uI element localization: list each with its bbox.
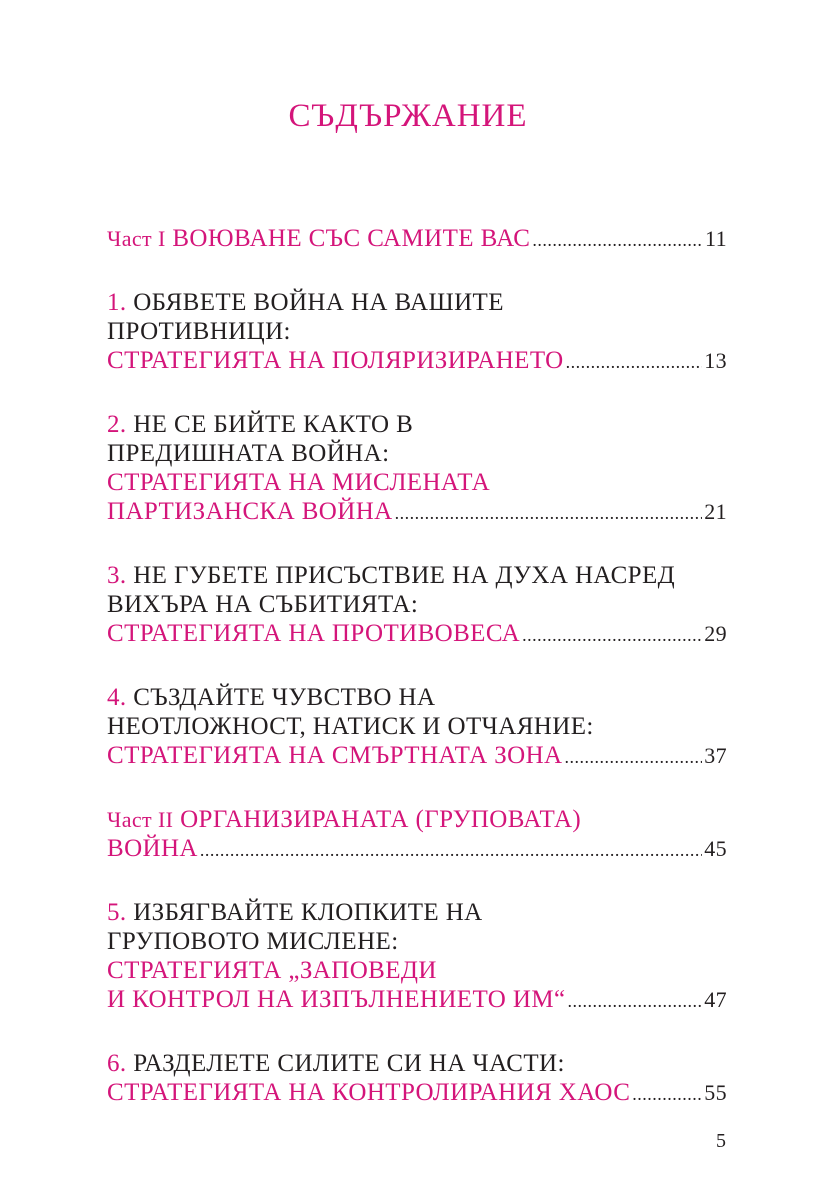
- page-ref: 13: [704, 348, 727, 373]
- entry-heading-line: ГРУПОВОТО МИСЛЕНЕ:: [107, 928, 399, 955]
- dot-leader: [566, 348, 703, 377]
- entry-heading-text: ОРГАНИЗИРАНАТА (ГРУПОВАТА): [180, 806, 582, 833]
- chapter-number: 2.: [107, 411, 127, 438]
- entry-heading-text: НЕ ГУБЕТЕ ПРИСЪСТВИЕ НА ДУХА НАСРЕД: [133, 562, 676, 589]
- toc-entry-part-1[interactable]: [107, 224, 727, 255]
- dot-leader: [632, 1080, 702, 1109]
- entry-title: ВОЮВАНЕ СЪС САМИТЕ ВАС: [172, 225, 531, 252]
- page-title: СЪДЪРЖАНИЕ: [288, 98, 528, 134]
- strategy-title: ПАРТИЗАНСКА ВОЙНА: [107, 498, 393, 525]
- entry-heading-line: [107, 410, 727, 439]
- entry-heading-text: ОБЯВЕТЕ ВОЙНА НА ВАШИТЕ: [133, 289, 504, 316]
- strategy-title: СТРАТЕГИЯТА НА ПОЛЯРИЗИРАНЕТО: [107, 347, 564, 374]
- strategy-title-line: СТРАТЕГИЯТА „ЗАПОВЕДИ: [107, 957, 437, 984]
- toc-entry-chapter-3[interactable]: [107, 561, 727, 650]
- toc-entry-chapter-2[interactable]: [107, 410, 727, 528]
- strategy-title: И КОНТРОЛ НА ИЗПЪЛНЕНИЕТО ИМ“: [107, 986, 566, 1013]
- entry-heading-line: ВИХЪРА НА СЪБИТИЯТА:: [107, 591, 419, 618]
- toc-leader-line: [107, 497, 727, 528]
- toc-entry-chapter-6[interactable]: [107, 1049, 727, 1109]
- chapter-number: 3.: [107, 562, 127, 589]
- toc-entry-chapter-4[interactable]: [107, 683, 727, 772]
- toc-leader-line: [107, 985, 727, 1016]
- toc-leader-line: [107, 619, 727, 650]
- toc-leader-line: [107, 346, 727, 377]
- dot-leader: [568, 987, 703, 1016]
- entry-heading-line: [107, 288, 727, 317]
- toc-entry-chapter-1[interactable]: [107, 288, 727, 377]
- dot-leader: [532, 226, 703, 255]
- toc-leader-line: [107, 834, 727, 865]
- toc-leader-line: [107, 224, 727, 255]
- strategy-title: СТРАТЕГИЯТА НА КОНТРОЛИРАНИЯ ХАОС: [107, 1079, 631, 1106]
- toc-entry-part-2[interactable]: [107, 805, 727, 865]
- dot-leader: [522, 621, 702, 650]
- dot-leader: [564, 743, 702, 772]
- page-ref: 47: [704, 987, 727, 1012]
- strategy-title-line: СТРАТЕГИЯТА НА МИСЛЕНАТА: [107, 469, 491, 496]
- strategy-title: СТРАТЕГИЯТА НА СМЪРТНАТА ЗОНА: [107, 742, 563, 769]
- entry-heading-line: ПРЕДИШНАТА ВОЙНА:: [107, 440, 390, 467]
- chapter-number: 4.: [107, 684, 127, 711]
- entry-heading-line: [107, 683, 727, 712]
- strategy-title: СТРАТЕГИЯТА НА ПРОТИВОВЕСА: [107, 620, 521, 647]
- part-label: Част II: [107, 807, 174, 832]
- toc-entry-chapter-5[interactable]: [107, 898, 727, 1016]
- entry-heading-text: ИЗБЯГВАЙТЕ КЛОПКИТЕ НА: [133, 899, 483, 926]
- page-ref: 11: [705, 226, 727, 251]
- page-number: 5: [716, 1130, 726, 1152]
- chapter-number: 6.: [107, 1050, 127, 1077]
- entry-heading-line: [107, 898, 727, 927]
- chapter-number: 5.: [107, 899, 127, 926]
- page-ref: 21: [704, 499, 727, 524]
- toc-leader-line: [107, 741, 727, 772]
- page-ref: 29: [704, 621, 727, 646]
- table-of-contents: [107, 224, 727, 1142]
- page-ref: 55: [704, 1080, 727, 1105]
- entry-heading-line: [107, 805, 727, 834]
- entry-heading-text: НЕ СЕ БИЙТЕ КАКТО В: [133, 411, 414, 438]
- entry-heading-line: ПРОТИВНИЦИ:: [107, 318, 291, 345]
- entry-heading-line: НЕОТЛОЖНОСТ, НАТИСК И ОТЧАЯНИЕ:: [107, 713, 594, 740]
- chapter-number: 1.: [107, 289, 127, 316]
- entry-title: ВОЙНА: [107, 835, 198, 862]
- dot-leader: [395, 499, 703, 528]
- toc-leader-line: [107, 1078, 727, 1109]
- dot-leader: [200, 836, 702, 865]
- page-ref: 45: [704, 836, 727, 861]
- entry-heading-text: СЪЗДАЙТЕ ЧУВСТВО НА: [133, 684, 436, 711]
- entry-heading-text: РАЗДЕЛЕТЕ СИЛИТЕ СИ НА ЧАСТИ:: [133, 1050, 565, 1077]
- page-ref: 37: [704, 743, 727, 768]
- entry-heading-line: [107, 561, 727, 590]
- part-label: Част I: [107, 226, 166, 251]
- entry-heading-line: [107, 1049, 727, 1078]
